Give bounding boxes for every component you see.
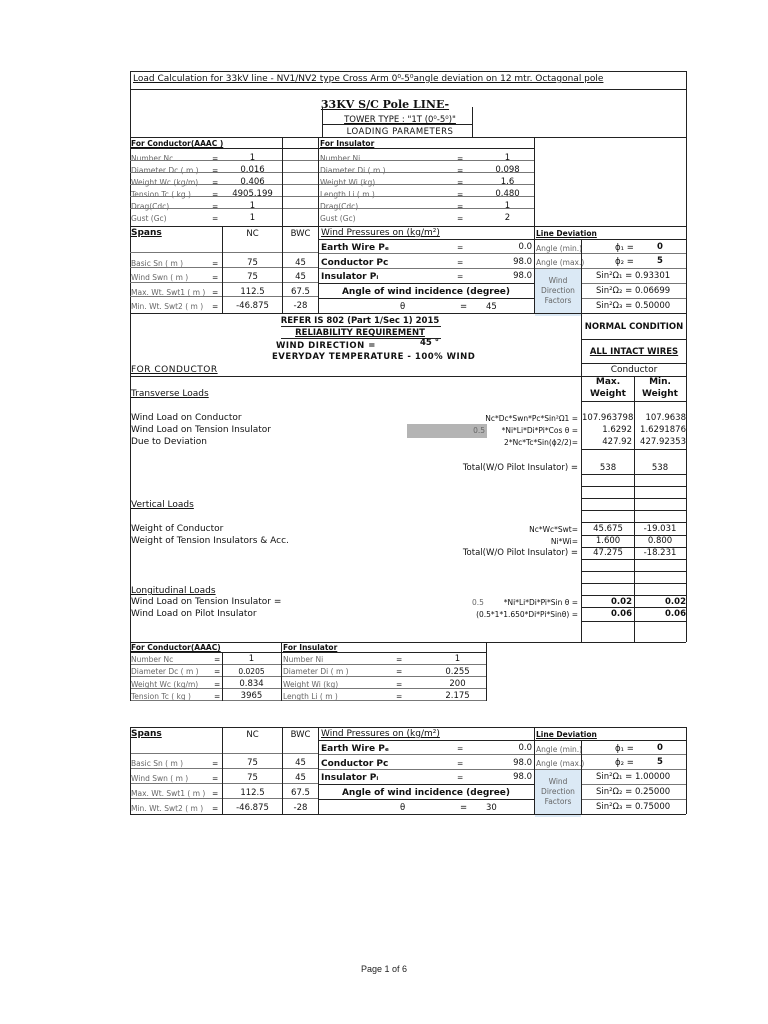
b2-ins-eq: =: [396, 667, 403, 676]
b1-ins-label: Length Li ( m ): [320, 190, 375, 199]
b1-ins-label: Drag(Cdc): [320, 202, 359, 211]
l-row-formula: (0.5*1*1.650*Di*Pi*Sinθ) =: [476, 610, 578, 619]
normal-condition: NORMAL CONDITION: [584, 322, 684, 332]
l-row-label: Wind Load on Tension Insulator =: [131, 597, 282, 607]
b1-cond-eq: =: [212, 178, 219, 187]
b1-ins-value: 0.098: [495, 165, 520, 175]
wind-direction-value: 45 °: [420, 338, 440, 348]
t-row-max: 1.6292: [602, 425, 632, 435]
b1-ins-value: 0.480: [495, 189, 520, 199]
s1-factor-line: Factors: [544, 296, 572, 305]
b2-conductor-head: For Conductor(AAAC): [131, 643, 221, 652]
s1-span-label: Min. Wt. Swt2 ( m ): [131, 302, 204, 311]
all-intact-wires: ALL INTACT WIRES: [589, 347, 679, 357]
b1-ins-eq: =: [457, 166, 464, 175]
b1-cond-value: 1: [249, 213, 256, 223]
s2-wind-label: Insulator Pᵢ: [321, 773, 379, 783]
s2-span-nc: 112.5: [240, 788, 265, 798]
b2-ins-value: 1: [454, 654, 461, 664]
vertical-loads: Vertical Loads: [131, 500, 194, 510]
s2-wind-eq: =: [457, 759, 464, 768]
b1-cond-value: 0.016: [240, 165, 265, 175]
tower-type: TOWER TYPE : "1T (0⁰-5⁰)": [344, 115, 456, 125]
s2-dev-sym: ϕ₂ =: [615, 758, 634, 768]
s2-nc-head: NC: [246, 730, 259, 740]
b1-ins-label: Gust (Gc): [320, 214, 356, 223]
s1-wind-label: Conductor Pᴄ: [321, 258, 389, 268]
b1-cond-label: Weight Wc (kg/m): [131, 178, 199, 187]
s1-span-nc: 75: [247, 272, 258, 282]
t-row-min: 427.92353: [640, 437, 686, 447]
t-row-max: 107.963798: [582, 413, 634, 423]
s1-bwc-head: BWC: [290, 229, 311, 239]
s2-wind-label: Earth Wire Pₑ: [321, 744, 390, 754]
s2-dev-sym: ϕ₁ =: [615, 744, 634, 754]
s1-wind-value: 0.0: [518, 242, 532, 252]
v-row-max: 1.600: [595, 536, 621, 546]
v-total-max: 47.275: [593, 548, 623, 558]
t-row-label: Wind Load on Conductor: [131, 413, 242, 423]
s1-span-eq: =: [212, 288, 219, 297]
b1-ins-label: Weight Wi (kg): [320, 178, 376, 187]
max-weight-head: Weight: [590, 389, 626, 399]
b1-conductor-head: For Conductor(AAAC ): [131, 139, 224, 148]
b2-ins-eq: =: [396, 655, 403, 664]
min-col-head: Min.: [649, 377, 671, 387]
s1-sin: Sin²Ω₁ = 0.93301: [596, 271, 671, 281]
b2-ins-eq: =: [396, 680, 403, 689]
s1-factor-line: Wind: [548, 276, 568, 285]
b2-ins-label: Weight Wi (kg): [283, 680, 339, 689]
b2-cond-eq: =: [214, 680, 221, 689]
b1-cond-eq: =: [212, 154, 219, 163]
b1-ins-label: Number Ni: [320, 154, 361, 163]
b1-ins-value: 1.6: [500, 177, 515, 187]
s2-dev-head: Line Deviation: [536, 730, 597, 739]
b2-ins-value: 2.175: [445, 691, 470, 701]
s1-span-eq: =: [212, 273, 219, 282]
b1-ins-value: 2: [504, 213, 511, 223]
b2-ins-label: Number Ni: [283, 655, 324, 664]
b2-cond-label: Diameter Dc ( m ): [131, 667, 199, 676]
l-row-factor: 0.5: [472, 598, 484, 607]
t-row-formula: Nc*Dc*Swn*Pc*Sin²Ω1 =: [485, 414, 578, 423]
s2-factor-line: Direction: [541, 787, 575, 796]
s2-span-bwc: -28: [293, 803, 308, 813]
t-total-min: 538: [651, 463, 669, 473]
s1-wind-eq: =: [457, 272, 464, 281]
t-row-label: Due to Deviation: [131, 437, 207, 447]
l-row-formula: *Ni*Li*Di*Pi*Sin θ =: [503, 598, 578, 607]
s1-sin: Sin²Ω₃ = 0.50000: [596, 301, 671, 311]
s2-span-bwc: 45: [295, 773, 306, 783]
s2-sin: Sin²Ω₁ = 1.00000: [596, 772, 671, 782]
b2-ins-label: Diameter Di ( m ): [283, 667, 349, 676]
b2-ins-label: Length Li ( m ): [283, 692, 338, 701]
b1-ins-value: 1: [504, 153, 511, 163]
s1-wind-eq: =: [457, 243, 464, 252]
v-row-formula: Ni*Wi=: [550, 537, 578, 546]
s1-nc-head: NC: [246, 229, 259, 239]
s2-span-nc: 75: [247, 773, 258, 783]
b1-cond-label: Drag(Cdc): [131, 202, 170, 211]
s1-wind-head: Wind Pressures on (kg/m²): [321, 228, 440, 238]
b1-cond-label: Tension Tc ( kg ): [131, 190, 191, 199]
s2-span-eq: =: [212, 759, 219, 768]
l-row-max: 0.06: [611, 609, 632, 619]
s1-sin: Sin²Ω₂ = 0.06699: [596, 286, 671, 296]
v-total-min: -18.231: [643, 548, 677, 558]
t-total-max: 538: [599, 463, 617, 473]
b2-cond-value: 0.834: [239, 679, 264, 689]
v-row-label: Weight of Conductor: [131, 524, 224, 534]
b1-ins-eq: =: [457, 178, 464, 187]
s1-span-nc: 112.5: [240, 287, 265, 297]
factor-value: 0.5: [473, 426, 485, 435]
everyday-temperature: EVERYDAY TEMPERATURE - 100% WIND: [272, 352, 476, 362]
t-total-label: Total(W/O Pilot Insulator) =: [462, 463, 578, 473]
b1-cond-label: Number Nc: [131, 154, 174, 163]
s2-dev-value: 0: [657, 743, 663, 753]
b2-ins-value: 0.255: [445, 667, 470, 677]
v-row-formula: Nc*Wc*Swt=: [529, 525, 578, 534]
doc-subtitle: 33KV S/C Pole LINE-: [320, 98, 450, 111]
s2-factor-line: Wind: [548, 777, 568, 786]
b1-cond-label: Diameter Dc ( m ): [131, 166, 199, 175]
t-row-min: 1.6291876: [640, 425, 686, 435]
t-row-formula: 2*Nc*Tc*Sin(ϕ2/2)=: [504, 438, 578, 447]
t-row-formula: *Ni*Li*Di*Pi*Cos θ =: [501, 426, 578, 435]
t-row-min: 107.9638: [645, 413, 686, 423]
s1-wind-eq: =: [457, 258, 464, 267]
s1-theta: θ: [400, 302, 406, 312]
b1-cond-eq: =: [212, 202, 219, 211]
b1-ins-eq: =: [457, 190, 464, 199]
s1-dev-label: Angle (max.): [536, 258, 585, 267]
s1-incidence-label: Angle of wind incidence (degree): [341, 287, 511, 297]
s2-span-bwc: 67.5: [291, 788, 310, 798]
v-row-min: -19.031: [643, 524, 677, 534]
l-row-max: 0.02: [611, 597, 632, 607]
s2-span-nc: 75: [247, 758, 258, 768]
s2-theta-eq: =: [460, 803, 468, 813]
s1-wind-label: Earth Wire Pₑ: [321, 243, 390, 253]
s2-dev-label: Angle (min.): [536, 745, 583, 754]
s1-dev-value: 5: [657, 256, 663, 266]
s1-dev-sym: ϕ₁ =: [615, 243, 634, 253]
s2-wind-label: Conductor Pᴄ: [321, 759, 389, 769]
s2-bwc-head: BWC: [290, 730, 311, 740]
b1-cond-value: 1: [249, 201, 256, 211]
b1-cond-eq: =: [212, 214, 219, 223]
v-row-max: 45.675: [593, 524, 623, 534]
s1-span-label: Wind Swn ( m ): [131, 273, 189, 282]
s2-span-label: Wind Swn ( m ): [131, 774, 189, 783]
s1-span-nc: 75: [247, 258, 258, 268]
for-conductor: FOR CONDUCTOR: [131, 365, 218, 375]
s2-wind-eq: =: [457, 773, 464, 782]
b1-ins-value: 1: [504, 201, 511, 211]
b2-cond-label: Tension Tc ( kg ): [131, 692, 191, 701]
b1-ins-eq: =: [457, 154, 464, 163]
s2-dev-value: 5: [657, 757, 663, 767]
max-col-head: Max.: [595, 377, 621, 387]
b1-cond-eq: =: [212, 190, 219, 199]
s1-dev-value: 0: [657, 242, 663, 252]
b2-cond-eq: =: [214, 655, 221, 664]
b2-cond-label: Weight Wc (kg/m): [131, 680, 199, 689]
s1-span-eq: =: [212, 302, 219, 311]
b1-ins-eq: =: [457, 214, 464, 223]
doc-title: Load Calculation for 33kV line - NV1/NV2 type Cross Arm 0⁰-5⁰angle deviation on 12 mtr. Octagonal pole: [133, 74, 604, 84]
s2-incidence-label: Angle of wind incidence (degree): [341, 788, 511, 798]
s1-wind-value: 98.0: [513, 271, 532, 281]
s2-wind-eq: =: [457, 744, 464, 753]
s2-dev-label: Angle (max.): [536, 759, 585, 768]
s2-wind-value: 0.0: [518, 743, 532, 753]
l-row-label: Wind Load on Pilot Insulator: [131, 609, 257, 619]
b1-cond-value: 4905.199: [232, 189, 273, 199]
b2-ins-value: 200: [449, 679, 466, 689]
min-weight-head: Weight: [642, 389, 678, 399]
b2-cond-eq: =: [214, 692, 221, 701]
s1-head: Spans: [131, 228, 162, 238]
b1-ins-label: Diameter Di ( m ): [320, 166, 386, 175]
s1-span-label: Max. Wt. Swt1 ( m ): [131, 288, 206, 297]
s1-factor-line: Direction: [541, 286, 575, 295]
s1-span-bwc: 45: [295, 258, 306, 268]
s2-wind-head: Wind Pressures on (kg/m²): [321, 729, 440, 739]
s1-theta-value: 45: [486, 302, 497, 312]
s2-sin: Sin²Ω₃ = 0.75000: [596, 802, 671, 812]
s2-head: Spans: [131, 729, 162, 739]
b1-ins-eq: =: [457, 202, 464, 211]
reliability-requirement: RELIABILITY REQUIREMENT: [295, 328, 425, 338]
s1-span-bwc: -28: [293, 301, 308, 311]
b1-insulator-head: For Insulator: [320, 139, 375, 148]
s1-wind-label: Insulator Pᵢ: [321, 272, 379, 282]
v-total-label: Total(W/O Pilot Insulator) =: [462, 548, 578, 558]
s1-span-nc: -46.875: [236, 301, 269, 311]
transverse-loads: Transverse Loads: [131, 389, 209, 399]
v-row-label: Weight of Tension Insulators & Acc.: [131, 536, 289, 546]
t-row-max: 427.92: [602, 437, 632, 447]
l-row-min: 0.02: [665, 597, 686, 607]
wind-direction: WIND DIRECTION =: [276, 341, 376, 351]
s2-span-nc: -46.875: [236, 803, 269, 813]
s1-span-bwc: 45: [295, 272, 306, 282]
l-row-min: 0.06: [665, 609, 686, 619]
s2-wind-value: 98.0: [513, 758, 532, 768]
b2-insulator-head: For Insulator: [283, 643, 338, 652]
refer-is802: REFER IS 802 (Part 1/Sec 1) 2015: [280, 316, 440, 326]
s2-span-bwc: 45: [295, 758, 306, 768]
s2-wind-value: 98.0: [513, 772, 532, 782]
s1-dev-label: Angle (min.): [536, 244, 583, 253]
conductor-col-head: Conductor: [610, 365, 658, 375]
b1-cond-value: 1: [249, 153, 256, 163]
s2-theta-value: 30: [486, 803, 497, 813]
s1-span-eq: =: [212, 259, 219, 268]
t-row-label: Wind Load on Tension Insulator: [131, 425, 271, 435]
b2-cond-value: 3965: [240, 691, 263, 701]
s2-span-eq: =: [212, 774, 219, 783]
s1-span-bwc: 67.5: [291, 287, 310, 297]
v-row-min: 0.800: [647, 536, 673, 546]
s1-span-label: Basic Sn ( m ): [131, 259, 184, 268]
b1-cond-value: 0.406: [240, 177, 265, 187]
s2-sin: Sin²Ω₂ = 0.25000: [596, 787, 671, 797]
s1-wind-value: 98.0: [513, 257, 532, 267]
s2-span-label: Min. Wt. Swt2 ( m ): [131, 804, 204, 813]
s2-span-eq: =: [212, 789, 219, 798]
loading-parameters: LOADING PARAMETERS: [346, 127, 454, 137]
s2-theta: θ: [400, 803, 406, 813]
b1-cond-eq: =: [212, 166, 219, 175]
b2-ins-eq: =: [396, 692, 403, 701]
s2-factor-line: Factors: [544, 797, 572, 806]
longitudinal-loads: Longitudinal Loads: [131, 586, 216, 596]
s1-theta-eq: =: [460, 302, 468, 312]
b2-cond-value: 1: [248, 654, 255, 664]
s1-dev-head: Line Deviation: [536, 229, 597, 238]
b1-cond-label: Gust (Gc): [131, 214, 167, 223]
s2-span-label: Basic Sn ( m ): [131, 759, 184, 768]
s1-dev-sym: ϕ₂ =: [615, 257, 634, 267]
s2-span-label: Max. Wt. Swt1 ( m ): [131, 789, 206, 798]
page-footer: Page 1 of 6: [360, 964, 408, 974]
b2-cond-label: Number Nc: [131, 655, 174, 664]
b2-cond-value: 0.0205: [238, 667, 265, 676]
s2-span-eq: =: [212, 804, 219, 813]
b2-cond-eq: =: [214, 667, 221, 676]
